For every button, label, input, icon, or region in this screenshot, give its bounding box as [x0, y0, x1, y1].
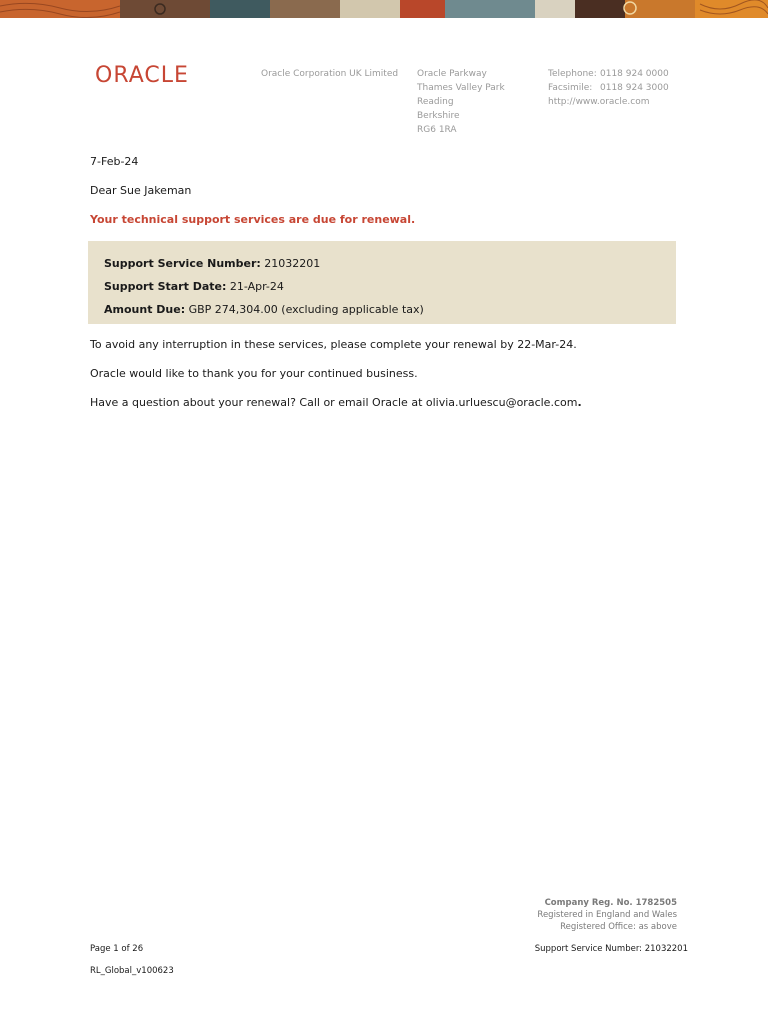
telephone-value: 0118 924 0000 — [600, 69, 669, 79]
start-date-row — [104, 280, 284, 293]
start-date-label: Support Start Date: — [104, 280, 227, 293]
registered-office: Registered Office: as above — [560, 922, 677, 932]
telephone-label: Telephone: — [548, 69, 597, 79]
letter-date: 7-Feb-24 — [90, 155, 139, 168]
address-line: Thames Valley Park — [417, 83, 505, 93]
amount-due-value: GBP 274,304.00 (excluding applicable tax) — [188, 303, 424, 316]
address-line: RG6 1RA — [417, 125, 457, 135]
renewal-summary-box — [88, 241, 676, 324]
amount-due-row — [104, 303, 424, 316]
service-number-label: Support Service Number: — [104, 257, 261, 270]
contact-email-link[interactable]: olivia.urluescu@oracle.com — [425, 396, 578, 409]
service-number-value: 21032201 — [264, 257, 321, 270]
svg-text:ORACLE: ORACLE — [95, 63, 189, 85]
header-company-name — [261, 67, 398, 81]
question-period: . — [577, 396, 582, 409]
question-text: Have a question about your renewal? Call or email Oracle at — [90, 396, 426, 409]
decorative-header-banner — [0, 0, 768, 18]
header-address — [417, 67, 505, 137]
letter-greeting: Dear Sue Jakeman — [90, 184, 192, 197]
address-line: Berkshire — [417, 111, 460, 121]
oracle-logo — [95, 63, 213, 89]
telephone-row — [548, 67, 669, 81]
question-paragraph — [90, 396, 582, 409]
renewal-headline: Your technical support services are due for renewal. — [90, 213, 416, 226]
registered-in: Registered in England and Wales — [537, 910, 677, 920]
footer-support-service-number: Support Service Number: 21032201 — [534, 944, 688, 954]
address-line: Reading — [417, 97, 454, 107]
company-name: Oracle Corporation UK Limited — [261, 69, 399, 79]
facsimile-label: Facsimile: — [548, 83, 593, 93]
facsimile-value: 0118 924 3000 — [600, 83, 669, 93]
thank-you-paragraph: Oracle would like to thank you for your continued business. — [90, 367, 418, 380]
company-reg-number: Company Reg. No. 1782505 — [544, 898, 677, 908]
oracle-logo-image — [95, 63, 213, 85]
page-indicator: Page 1 of 26 — [90, 944, 144, 954]
start-date-value: 21-Apr-24 — [229, 280, 284, 293]
template-id: RL_Global_v100623 — [90, 966, 174, 976]
header-contact — [548, 67, 669, 109]
service-number-row — [104, 257, 320, 270]
facsimile-row — [548, 81, 669, 95]
renewal-deadline-paragraph: To avoid any interruption in these services, please complete your renewal by 22-Mar-24. — [90, 338, 577, 351]
website-link[interactable]: http://www.oracle.com — [548, 97, 650, 107]
amount-due-label: Amount Due: — [104, 303, 186, 316]
address-line: Oracle Parkway — [417, 69, 487, 79]
